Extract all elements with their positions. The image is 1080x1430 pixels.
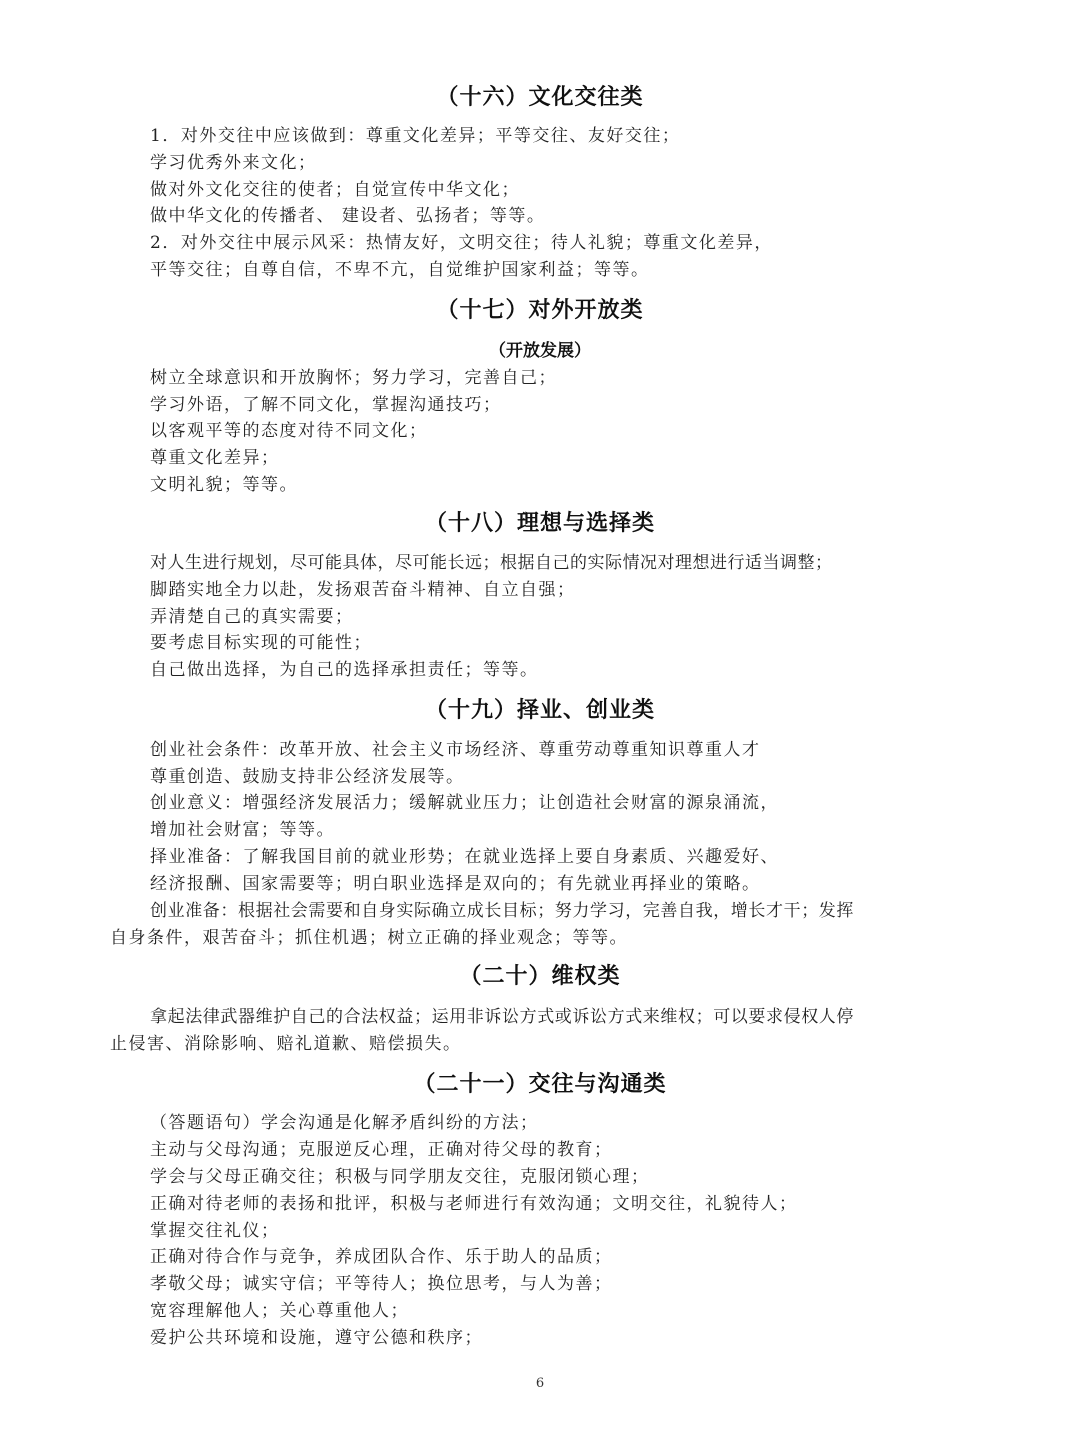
text-line: 正确对待老师的表扬和批评，积极与老师进行有效沟通；文明交往，礼貌待人； <box>150 1194 798 1214</box>
text-line: 脚踏实地全力以赴，发扬艰苦奋斗精神、自立自强； <box>150 580 576 600</box>
text-line: 尊重创造、鼓励支持非公经济发展等。 <box>150 767 465 787</box>
text-line: 创业准备：根据社会需要和自身实际确立成长目标；努力学习，完善自我，增长才干；发挥 <box>150 901 854 921</box>
text-line: 自身条件，艰苦奋斗；抓住机遇；树立正确的择业观念；等等。 <box>110 928 628 948</box>
text-line: 创业社会条件：改革开放、社会主义市场经济、尊重劳动尊重知识尊重人才 <box>150 740 761 760</box>
text-line: 增加社会财富；等等。 <box>150 820 335 840</box>
text-line: 正确对待合作与竞争，养成团队合作、乐于助人的品质； <box>150 1247 613 1267</box>
text-line: 孝敬父母；诚实守信；平等待人；换位思考，与人为善； <box>150 1274 613 1294</box>
section-title-19: （十九）择业、创业类 <box>424 698 655 723</box>
text-line: 自己做出选择，为自己的选择承担责任；等等。 <box>150 660 539 680</box>
text-line: （答题语句）学会沟通是化解矛盾纠纷的方法； <box>150 1113 539 1133</box>
text-line: 树立全球意识和开放胸怀；努力学习，完善自己； <box>150 368 557 388</box>
text-line: 学会与父母正确交往；积极与同学朋友交往，克服闭锁心理； <box>150 1167 650 1187</box>
text-line: 掌握交往礼仪； <box>150 1221 280 1241</box>
text-line: 做中华文化的传播者、 建设者、弘扬者；等等。 <box>150 206 546 226</box>
text-line: 择业准备：了解我国目前的就业形势；在就业选择上要自身素质、兴趣爱好、 <box>150 847 779 867</box>
text-line: 主动与父母沟通；克服逆反心理，正确对待父母的教育； <box>150 1140 613 1160</box>
section-title-20: （二十）维权类 <box>459 964 621 989</box>
text-line: 爱护公共环境和设施，遵守公德和秩序； <box>150 1328 483 1348</box>
text-line: 2．对外交往中展示风采：热情友好，文明交往；待人礼貌；尊重文化差异， <box>150 233 773 253</box>
section-subtitle-17: （开放发展） <box>489 341 591 361</box>
page-number: 6 <box>535 1376 545 1391</box>
text-line: 拿起法律武器维护自己的合法权益；运用非诉讼方式或诉讼方式来维权；可以要求侵权人停 <box>150 1007 854 1027</box>
text-line: 弄清楚自己的真实需要； <box>150 607 354 627</box>
text-line: 创业意义：增强经济发展活力；缓解就业压力；让创造社会财富的源泉涌流， <box>150 793 779 813</box>
section-title-17: （十七）对外开放类 <box>436 298 644 323</box>
text-line: 做对外文化交往的使者；自觉宣传中华文化； <box>150 180 520 200</box>
text-line: 宽容理解他人；关心尊重他人； <box>150 1301 409 1321</box>
section-title-18: （十八）理想与选择类 <box>424 511 655 536</box>
text-line: 以客观平等的态度对待不同文化； <box>150 421 428 441</box>
text-line: 止侵害、消除影响、赔礼道歉、赔偿损失。 <box>110 1034 462 1054</box>
text-line: 文明礼貌；等等。 <box>150 475 298 495</box>
text-line: 学习外语，了解不同文化，掌握沟通技巧； <box>150 395 502 415</box>
text-line: 尊重文化差异； <box>150 448 280 468</box>
text-line: 对人生进行规划，尽可能具体，尽可能长远；根据自己的实际情况对理想进行适当调整； <box>150 553 833 573</box>
text-line: 经济报酬、国家需要等；明白职业选择是双向的；有先就业再择业的策略。 <box>150 874 761 894</box>
text-line: 平等交往；自尊自信，不卑不亢，自觉维护国家利益；等等。 <box>150 260 650 280</box>
section-title-21: （二十一）交往与沟通类 <box>413 1072 667 1097</box>
text-line: 学习优秀外来文化； <box>150 153 317 173</box>
text-line: 要考虑目标实现的可能性； <box>150 633 372 653</box>
section-title-16: （十六）文化交往类 <box>436 85 644 110</box>
text-line: 1．对外交往中应该做到：尊重文化差异；平等交往、友好交往； <box>150 126 681 146</box>
